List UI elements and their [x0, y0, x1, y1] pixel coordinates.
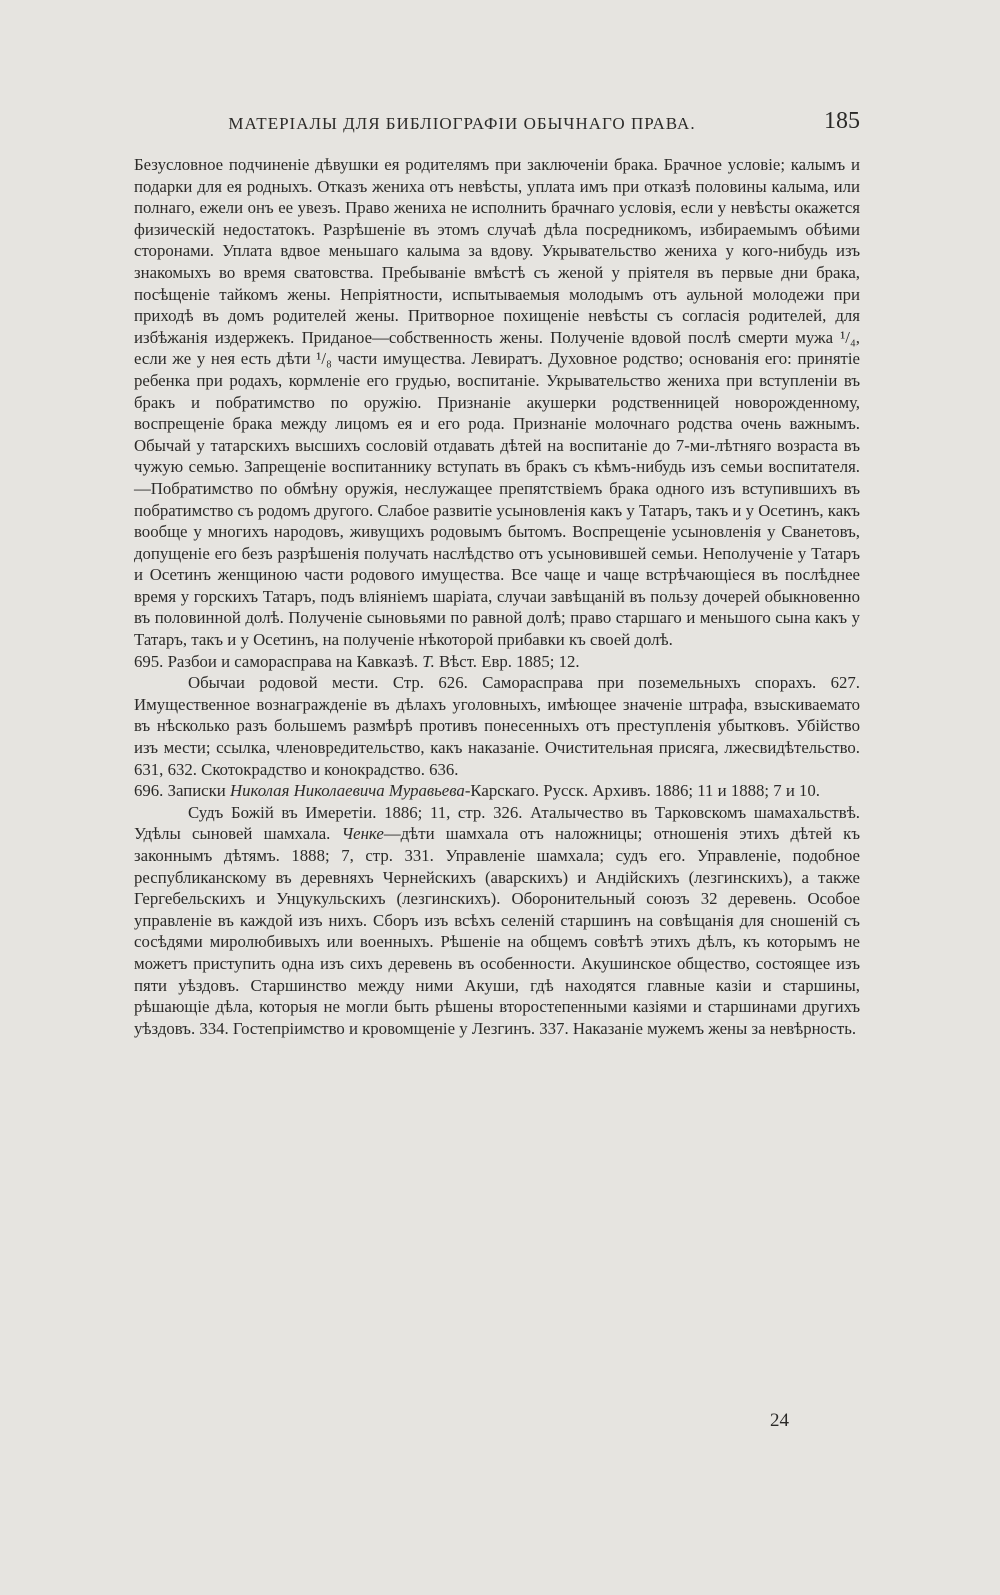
summary-term: Ченке [341, 824, 384, 844]
entry-source: Вѣст. Евр. 1885; 12. [438, 651, 580, 671]
page-number: 185 [824, 108, 860, 134]
page-body [134, 154, 860, 1039]
entry-author: Николая Николаевича Муравьева [229, 781, 465, 801]
continuation-paragraph: Безусловное подчиненіе дѣвушки ея родителямъ при заключеніи брака. Брачное условіе; калымъ и подарки для ея родныхъ. Отказъ жениха отъ невѣсты, уплата имъ при отказѣ половины калыма, или полнаго, ежели онъ ее увезъ. Право жениха не исполнить брачнаго условія, если у невѣсты окажется физическій недостатокъ. Разрѣшеніе въ этомъ случаѣ дѣла посредникомъ, избираемымъ обѣими сторонами. Уплата вдвое меньшаго калыма за вдову. Укрывательство жениха у кого-нибудь изъ знакомыхъ во время сватовства. Пребываніе вмѣстѣ съ женой у пріятеля въ первые дни брака, посѣщеніе тайкомъ жены. Непріятности, испытываемыя молодымъ отъ аульной молодежи при приходѣ въ домъ родителей жены. Притворное похищеніе невѣсты съ согласія родителей, для избѣжанія издержекъ. Приданое—собственность жены. Полученіе вдовой послѣ смерти мужа ¹/₄, если же у нея есть дѣти ¹/₈ части имущества. Левиратъ. Духовное родство; основанія его: принятіе ребенка при родахъ, кормленіе его грудью, воспитаніе. Укрывательство жениха при вступленіи въ бракъ и побратимство по оружію. Признаніе акушерки родственницей новорожденному, воспрещеніе брака между лицомъ ея и его рода. Признаніе молочнаго родства очень важнымъ. Обычай у татарскихъ высшихъ сословій отдавать дѣтей на воспитаніе до 7-ми-лѣтняго возраста въ чужую семью. Запрещеніе воспитаннику вступать въ бракъ съ кѣмъ-нибудь изъ семьи воспитателя.—Побратимство по обмѣну оружія, неслужащее препятствіемъ брака одного изъ вступившихъ въ побратимство съ родомъ другого. Слабое развитіе усыновленія какъ у Татаръ, такъ и у Осетинъ, какъ вообще у многихъ народовъ, живущихъ родовымъ бытомъ. Воспрещеніе усыновленія у Сванетовъ, допущеніе его безъ разрѣшенія получать наслѣдство отъ усыновившей семьи. Неполученіе у Татаръ и Осетинъ женщиною части родового имущества. Все чаще и чаще встрѣчающіеся въ послѣднее время у горскихъ Татаръ, подъ вліяніемъ шаріата, случаи завѣщаній въ пользу дочерей обыкновенно въ половинной долѣ. Полученіе сыновьями по равной долѣ; право старшаго и меньшого сына какъ у Татаръ, такъ и у Осетинъ, на полученіе нѣкоторой прибавки къ своей долѣ. [134, 155, 860, 650]
entry-author: Т. [422, 651, 435, 671]
entry-title: Разбои и саморасправа на Кавказѣ. [167, 651, 419, 671]
summary-text: Судъ Божій въ Имеретіи. 1886; 11, стр. 326. Аталычество въ Тарковскомъ шамахальствѣ. Удѣлы сыновей шамхала. [134, 802, 860, 844]
summary-text: —дѣти шамхала отъ наложницы; отношенія этихъ дѣтей къ законнымъ дѣтямъ. 1888; 7, стр. 331. Управленіе шамхала; судъ его. Управленіе, подобное республиканскому въ деревняхъ Чернейскихъ (аварскихъ) и Андійскихъ (лезгинскихъ), а также Гергебельскихъ и Унцукульскихъ (лезгинскихъ). Оборонительный союзъ 32 деревень. Особое управленіе въ каждой изъ нихъ. Сборъ изъ всѣхъ селеній старшинъ на совѣщанія для сношеній съ сосѣдями миролюбивыхъ или военныхъ. Рѣшеніе на общемъ совѣтѣ этихъ дѣлъ, къ которымъ не можетъ приступить одна изъ сихъ деревень въ особенности. Акушинское общество, состоящее изъ пяти уѣздовъ. Старшинство между ними Акуши, гдѣ находятся главные казіи и старшины, рѣшающіе дѣла, которыя не могли быть рѣшены второстепенными казіями и старшинами другихъ уѣздовъ. 334. Гостепріимство и кровомщеніе у Лезгинъ. 337. Наказаніе мужемъ жены за невѣрность. [134, 824, 860, 1038]
running-head [134, 108, 860, 138]
entry-title: Записки [167, 781, 226, 801]
entry-heading-695 [134, 651, 860, 673]
entry-number: 696. [134, 781, 164, 801]
entry-summary-696 [134, 802, 860, 1040]
entry-heading-696 [134, 780, 860, 802]
entry-number: 695. [134, 651, 164, 671]
printer-signature: 24 [770, 1410, 789, 1431]
entry-summary-695: Обычаи родовой мести. Стр. 626. Саморасправа при поземельныхъ спорахъ. 627. Имущественное вознагражденіе въ дѣлахъ уголовныхъ, имѣющее значеніе штрафа, взыскиваемато въ нѣсколько разъ большемъ размѣрѣ противъ понесенныхъ отъ преступленія убытковъ. Убійство изъ мести; ссылка, членовредительство, какъ наказаніе. Очистительная присяга, лжесвидѣтельство. 631, 632. Скотокрадство и конокрадство. 636. [134, 673, 860, 779]
running-title: МАТЕРІАЛЫ ДЛЯ БИБЛІОГРАФІИ ОБЫЧНАГО ПРАВА. [228, 114, 696, 133]
entry-source: -Карскаго. Русск. Архивъ. 1886; 11 и 1888; 7 и 10. [464, 781, 820, 801]
